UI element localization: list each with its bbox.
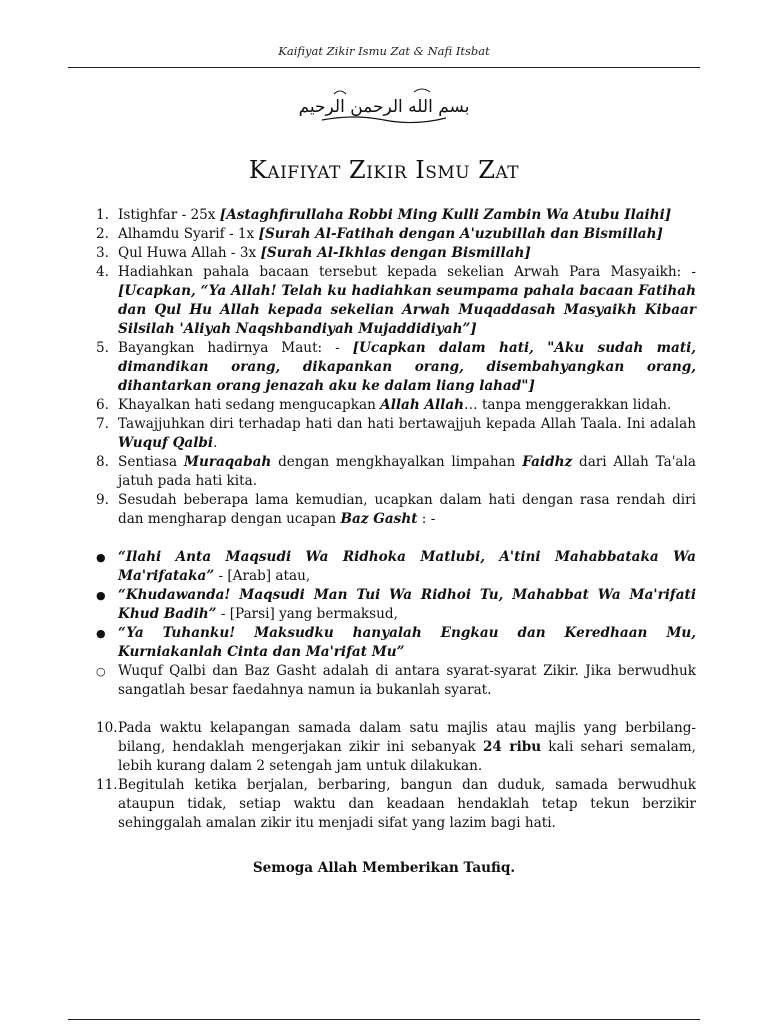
list-item	[96, 491, 696, 529]
document-body	[96, 206, 696, 833]
bullet-item	[96, 586, 696, 624]
list-item	[96, 244, 696, 263]
bullet-item	[96, 662, 696, 700]
item-text: Tawajjuhkan diri terhadap hati dan hati bertawajjuh kepada Allah Taala. Ini adalah Wuquf Qalbi.	[118, 416, 696, 451]
item-text: Sesudah beberapa lama kemudian, ucapkan dalam hati dengan rasa rendah diri dan mengharap dengan ucapan Baz Gasht : -	[118, 492, 696, 527]
item-text: Bayangkan hadirnya Maut: - [Ucapkan dalam hati, "Aku sudah mati, dimandikan orang, dikapankan orang, disembahyangkan orang, dihantarkan orang jenazah aku ke dalam liang lahad"]	[118, 340, 697, 394]
item-number: 6.	[96, 397, 109, 413]
item-number: 10.	[96, 720, 118, 736]
list-item	[96, 776, 696, 833]
bullet-icon: ●	[96, 627, 106, 640]
bullet-text: “Khudawanda! Maqsudi Man Tui Wa Ridhoi Tu, Mahabbat Wa Ma'rifati Khud Badih” - [Parsi] yang bermaksud,	[118, 587, 696, 622]
circle-bullet-icon: ○	[96, 665, 106, 678]
bullet-text: “Ya Tuhanku! Maksudku hanyalah Engkau dan Keredhaan Mu, Kurniakanlah Cinta dan Ma'rifat Mu”	[118, 625, 696, 660]
item-number: 9.	[96, 492, 109, 508]
list-item	[96, 225, 696, 244]
footer-divider	[68, 1019, 700, 1020]
item-text: Sentiasa Muraqabah dengan mengkhayalkan limpahan Faidhz dari Allah Ta'ala jatuh pada hati kita.	[118, 454, 696, 489]
item-number: 7.	[96, 416, 109, 432]
item-number: 5.	[96, 340, 109, 356]
steps-list-continued	[96, 719, 696, 833]
item-text: Hadiahkan pahala bacaan tersebut kepada sekelian Arwah Para Masyaikh: - [Ucapkan, “Ya Allah! Telah ku hadiahkan seumpama pahala bacaan Fatihah dan Qul Hu Allah kepada sekelian Arwah Muqaddasah Masyaikh Kibaar Silsilah 'Aliyah Naqshbandiyah Mujaddidiyah”]	[118, 264, 696, 337]
page-title: Kaifiyat Zikir Ismu Zat	[248, 156, 520, 184]
bullet-icon: ●	[96, 551, 106, 564]
bullet-text: Wuquf Qalbi dan Baz Gasht adalah di antara syarat-syarat Zikir. Jika berwudhuk sangatlah besar faedahnya namun ia bukanlah syarat.	[118, 663, 696, 698]
list-item	[96, 415, 696, 453]
item-text: Khayalkan hati sedang mengucapkan Allah Allah… tanpa menggerakkan lidah.	[118, 397, 672, 413]
item-text: Pada waktu kelapangan samada dalam satu majlis atau majlis yang berbilang-bilang, hendaklah mengerjakan zikir ini sebanyak 24 ribu kali sehari semalam, lebih kurang dalam 2 setengah jam untuk dilakukan.	[118, 720, 696, 774]
header-divider	[68, 67, 700, 68]
item-text: Begitulah ketika berjalan, berbaring, bangun dan duduk, samada berwudhuk ataupun tidak, setiap waktu dan keadaan hendaklah tetap tekun berzikir sehinggalah amalan zikir itu menjadi sifat yang lazim bagi hati.	[118, 777, 696, 831]
list-item	[96, 263, 696, 339]
closing-prayer: Semoga Allah Memberikan Taufiq.	[252, 860, 516, 876]
item-number: 1.	[96, 207, 109, 223]
item-text: Qul Huwa Allah - 3x [Surah Al-Ikhlas dengan Bismillah]	[118, 245, 531, 261]
basmala-text: بسم الله الرحمن الرحيم	[298, 97, 470, 117]
list-item	[96, 719, 696, 776]
item-number: 4.	[96, 264, 109, 280]
steps-list	[96, 206, 696, 529]
item-number: 3.	[96, 245, 109, 261]
bullet-item	[96, 624, 696, 662]
bullet-text: “Ilahi Anta Maqsudi Wa Ridhoka Matlubi, A'tini Mahabbataka Wa Ma'rifataka” - [Arab] atau,	[118, 549, 696, 584]
item-number: 8.	[96, 454, 109, 470]
spacer	[96, 700, 696, 719]
item-text: Istighfar - 25x [Astaghfirullaha Robbi Ming Kulli Zambin Wa Atubu Ilaihi]	[118, 207, 672, 223]
bullet-item	[96, 548, 696, 586]
bullet-icon: ●	[96, 589, 106, 602]
item-number: 11.	[96, 777, 118, 793]
list-item	[96, 206, 696, 225]
list-item	[96, 396, 696, 415]
recitation-list	[96, 548, 696, 700]
running-header: Kaifiyat Zikir Ismu Zat & Nafi Itsbat	[278, 44, 490, 58]
item-text: Alhamdu Syarif - 1x [Surah Al-Fatihah dengan A'uzubillah dan Bismillah]	[118, 226, 663, 242]
list-item	[96, 453, 696, 491]
list-item	[96, 339, 696, 396]
item-number: 2.	[96, 226, 109, 242]
spacer	[96, 529, 696, 548]
basmala-calligraphy	[298, 80, 470, 132]
